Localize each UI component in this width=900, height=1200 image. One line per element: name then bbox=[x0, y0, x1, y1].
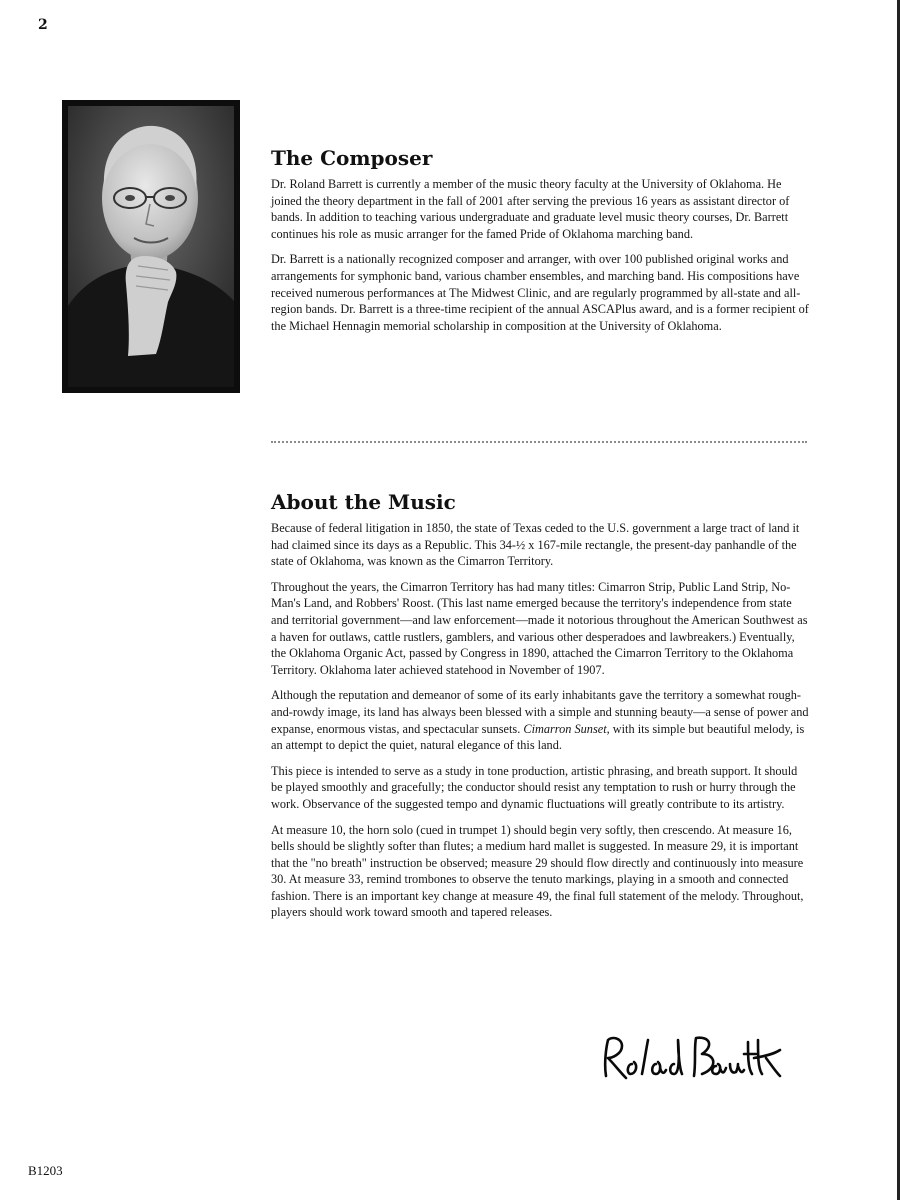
catalog-code: B1203 bbox=[28, 1163, 63, 1178]
composer-photo bbox=[62, 100, 240, 393]
composer-heading: The Composer bbox=[271, 146, 433, 170]
page-number: 2 bbox=[38, 17, 48, 33]
about-paragraph: Because of federal litigation in 1850, the state of Texas ceded to the U.S. government a large tract of land it had claimed since its days as a Republic. This 34-½ x 167-mile rectangle, the present-day panhandle of the state of Oklahoma, was known as the Cimarron Territory. bbox=[271, 521, 800, 569]
about-paragraph: At measure 10, the horn solo (cued in trumpet 1) should begin very softly, then crescendo. At measure 16, bells should be slightly softer than flutes; a medium hard mallet is suggested. In measure 29, it is important that the "no breath" instruction be observed; measure 29 should flow directly and continuously into measure 30. At measure 33, remind trombones to observe the tenuto markings, playing in a smooth and connected fashion. There is an important key change at measure 49, the final full statement of the melody. Throughout, players should work toward smooth and tapered releases. bbox=[271, 822, 804, 920]
composer-section bbox=[271, 146, 811, 343]
composer-paragraph: Dr. Roland Barrett is currently a member of the music theory faculty at the University of Oklahoma. He joined the theory department in the fall of 2001 after serving the previous 16 years as assistant director of bands. In addition to teaching various undergraduate and graduate level music theory courses, Dr. Barrett continues his role as music arranger for the famed Pride of Oklahoma marching band. bbox=[271, 177, 790, 241]
about-paragraph: Throughout the years, the Cimarron Territory has had many titles: Cimarron Strip, Public Land Strip, No-Man's Land, and Robbers' Roost. (This last name emerged because the territory's independence from state and territorial government—and law enforcement—made it notorious throughout the American Southwest as a haven for outlaws, cattle rustlers, gamblers, and various other desperadoes and lawbreakers.) Eventually, the Oklahoma Organic Act, passed by Congress in 1890, attached the Cimarron Territory to the Oklahoma Territory. Oklahoma later achieved statehood in November of 1907. bbox=[271, 579, 808, 677]
about-paragraph: This piece is intended to serve as a study in tone production, artistic phrasing, and breath support. It should be played smoothly and gracefully; the conductor should resist any temptation to rush or hurry through the work. Observance of the suggested tempo and dynamic fluctuations will greatly contribute to its artistry. bbox=[271, 763, 798, 811]
section-divider bbox=[271, 441, 807, 443]
about-section bbox=[271, 490, 811, 930]
composer-signature bbox=[598, 1034, 783, 1084]
about-paragraph bbox=[271, 687, 811, 753]
composer-paragraph: Dr. Barrett is a nationally recognized composer and arranger, with over 100 published original works and arrangements for symphonic band, various chamber ensembles, and marching band. His compositions have received numerous performances at The Midwest Clinic, and are regularly programmed by all-state and all-region bands. Dr. Barrett is a three-time recipient of the annual ASCAPlus award, and is a former recipient of the Michael Hennagin memorial scholarship in composition at the University of Oklahoma. bbox=[271, 252, 809, 333]
paragraph-text: Although the reputation and demeanor of some of its early inhabitants gave the territory a somewhat rough-and-rowdy image, its land has always been blessed with a simple and stunning beauty—a sense of power and expanse, enormous vistas, and spectacular sunsets. bbox=[271, 688, 809, 736]
piece-title: Cimarron Sunset, bbox=[523, 721, 610, 736]
paragraph-text: with its simple but beautiful melody, is an attempt to depict the quiet, natural elegance of this land. bbox=[271, 721, 805, 753]
about-heading: About the Music bbox=[271, 490, 456, 514]
